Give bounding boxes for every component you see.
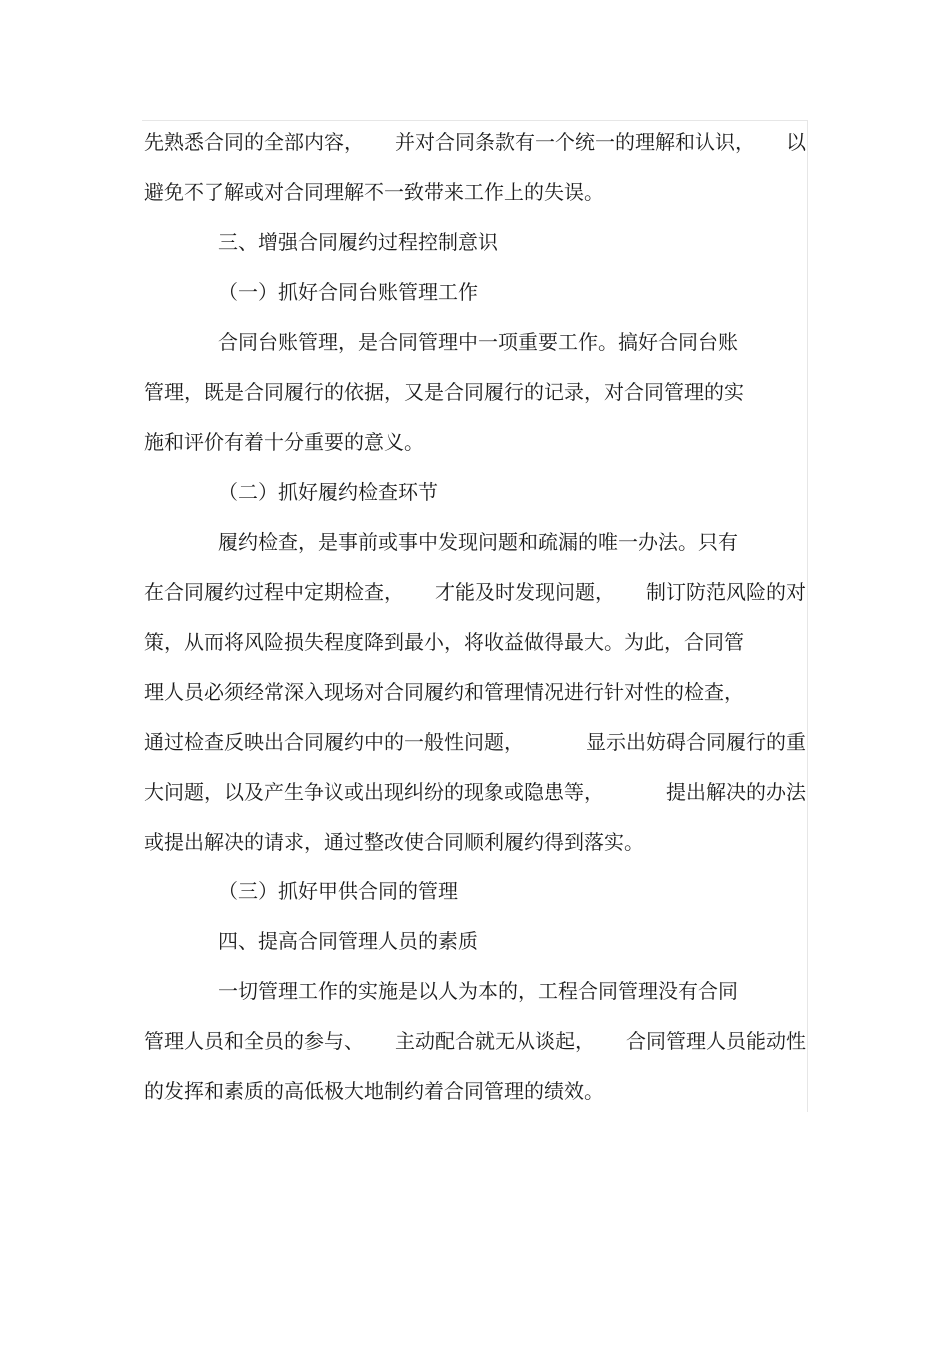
body-text-line: [144, 578, 806, 606]
subsection-heading: （三）抓好甲供合同的管理: [218, 879, 458, 903]
text-segment: 显示出妨碍合同履行的重: [586, 730, 806, 754]
text-segment: 通过检查反映出合同履约中的一般性问题，: [144, 730, 524, 754]
body-text-line: 或提出解决的请求，通过整改使合同顺利履约得到落实。: [144, 830, 644, 854]
body-text-line: 的发挥和素质的高低极大地制约着合同管理的绩效。: [144, 1079, 604, 1103]
body-text-line: 管理，既是合同履行的依据，又是合同履行的记录，对合同管理的实: [144, 380, 744, 404]
body-text-line: [144, 778, 806, 806]
body-text-line: [144, 728, 806, 756]
body-text-line: [144, 1027, 806, 1055]
section-heading: 四、提高合同管理人员的素质: [218, 929, 478, 953]
text-segment: 管理人员和全员的参与、: [144, 1029, 364, 1053]
text-segment: 以: [786, 130, 806, 154]
body-text-line: 理人员必须经常深入现场对合同履约和管理情况进行针对性的检查，: [144, 680, 744, 704]
text-segment: 在合同履约过程中定期检查，: [144, 580, 404, 604]
body-text-line: 策，从而将风险损失程度降到最小，将收益做得最大。为此，合同管: [144, 630, 744, 654]
body-text-line: 避免不了解或对合同理解不一致带来工作上的失误。: [144, 180, 604, 204]
text-segment: 制订防范风险的对: [646, 580, 806, 604]
text-segment: 主动配合就无从谈起，: [395, 1029, 595, 1053]
text-segment: 合同管理人员能动性: [626, 1029, 806, 1053]
text-segment: 并对合同条款有一个统一的理解和认识，: [395, 130, 755, 154]
text-segment: 先熟悉合同的全部内容，: [144, 130, 364, 154]
page-frame: [142, 120, 808, 1112]
body-text-line: 施和评价有着十分重要的意义。: [144, 430, 424, 454]
subsection-heading: （二）抓好履约检查环节: [218, 480, 438, 504]
text-segment: 才能及时发现问题，: [435, 580, 615, 604]
subsection-heading: （一）抓好合同台账管理工作: [218, 280, 478, 304]
body-text-line: 合同台账管理，是合同管理中一项重要工作。搞好合同台账: [218, 330, 738, 354]
text-segment: 提出解决的办法: [666, 780, 806, 804]
body-text-line: 一切管理工作的实施是以人为本的，工程合同管理没有合同: [218, 979, 738, 1003]
body-text-line: 履约检查，是事前或事中发现问题和疏漏的唯一办法。只有: [218, 530, 738, 554]
text-segment: 大问题，以及产生争议或出现纠纷的现象或隐患等，: [144, 780, 604, 804]
body-text-line: [144, 128, 806, 156]
section-heading: 三、增强合同履约过程控制意识: [218, 230, 498, 254]
